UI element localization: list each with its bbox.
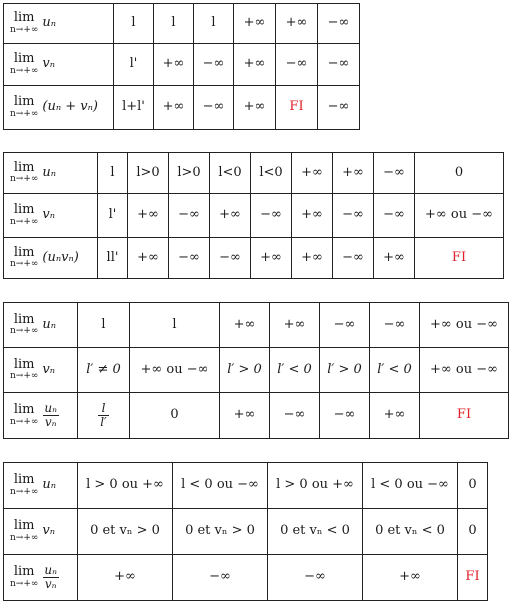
row-header: lim n→+∞ (uₙ + vₙ) <box>4 86 114 130</box>
cell: +∞ <box>234 44 276 86</box>
quotient-row-vn <box>4 348 509 393</box>
cell: −∞ <box>318 4 360 44</box>
cell: l>0 <box>128 153 169 194</box>
cell: 0 et vₙ > 0 <box>173 509 268 555</box>
cell: l <box>154 4 194 44</box>
cell: +∞ <box>210 194 251 238</box>
cell: +∞ <box>220 393 270 439</box>
cell: l <box>98 153 128 194</box>
row-header: lim n→+∞ vₙ <box>4 44 114 86</box>
cell: 0 et vₙ > 0 <box>78 509 173 555</box>
row-header: lim n→+∞ (uₙvₙ) <box>4 238 98 279</box>
cell: l′ > 0 <box>320 348 370 393</box>
cell: −∞ <box>173 555 268 601</box>
row-header: lim n→+∞ vₙ <box>4 348 78 393</box>
cell: l <box>78 303 130 348</box>
cell: l > 0 ou +∞ <box>268 463 363 509</box>
cell: +∞ <box>234 86 276 130</box>
fraction-cell: $\frac{l}{l'}$ <box>78 393 130 439</box>
cell: l′ ≠ 0 <box>78 348 130 393</box>
cell: l<0 <box>251 153 292 194</box>
row-header: lim n→+∞ $\frac{\text{uₙ}}{\text{vₙ}}$ <box>4 555 78 601</box>
cell: −∞ <box>333 238 374 279</box>
cell: +∞ <box>276 4 318 44</box>
cell: l < 0 ou −∞ <box>363 463 458 509</box>
fi-cell: FI <box>458 555 488 601</box>
cell: +∞ <box>333 153 374 194</box>
cell: l' <box>114 44 154 86</box>
cell: 0 et vₙ < 0 <box>268 509 363 555</box>
cell: +∞ <box>234 4 276 44</box>
cell: −∞ <box>333 194 374 238</box>
fi-cell: FI <box>420 393 509 439</box>
product-row-vn <box>4 194 504 238</box>
cell: l < 0 ou −∞ <box>173 463 268 509</box>
product-row-result <box>4 238 504 279</box>
cell: −∞ <box>370 303 420 348</box>
cell: +∞ ou −∞ <box>420 348 509 393</box>
cell: l>0 <box>169 153 210 194</box>
fi-cell: FI <box>415 238 504 279</box>
cell: −∞ <box>276 44 318 86</box>
cell: −∞ <box>194 86 234 130</box>
cell: l′ < 0 <box>370 348 420 393</box>
cell: +∞ ou −∞ <box>415 194 504 238</box>
cell: +∞ <box>270 303 320 348</box>
cell: −∞ <box>374 153 415 194</box>
cell: −∞ <box>251 194 292 238</box>
sum-row-un <box>4 4 360 44</box>
cell: −∞ <box>318 86 360 130</box>
cell: +∞ <box>220 303 270 348</box>
cell: +∞ ou −∞ <box>130 348 220 393</box>
cell: +∞ <box>154 86 194 130</box>
cell: l > 0 ou +∞ <box>78 463 173 509</box>
cell: l′ < 0 <box>270 348 320 393</box>
cell: +∞ <box>128 194 169 238</box>
cell: l <box>114 4 154 44</box>
cell: 0 <box>130 393 220 439</box>
sum-row-vn <box>4 44 360 86</box>
cell: +∞ <box>292 153 333 194</box>
cell: 0 <box>458 463 488 509</box>
quotient-row-result <box>4 393 509 439</box>
row-header: lim n→+∞ vₙ <box>4 194 98 238</box>
row-header: lim n→+∞ uₙ <box>4 463 78 509</box>
cell: −∞ <box>194 44 234 86</box>
cell: l′ > 0 <box>220 348 270 393</box>
cell: +∞ <box>292 238 333 279</box>
cell: −∞ <box>268 555 363 601</box>
quotient-zero-row-vn <box>4 509 488 555</box>
cell: +∞ <box>128 238 169 279</box>
cell: +∞ <box>251 238 292 279</box>
row-header: lim n→+∞ $\frac{\text{uₙ}}{\text{vₙ}}$ <box>4 393 78 439</box>
cell: l<0 <box>210 153 251 194</box>
sum-row-result <box>4 86 360 130</box>
cell: l+l' <box>114 86 154 130</box>
cell: −∞ <box>320 393 370 439</box>
cell: +∞ <box>78 555 173 601</box>
cell: l' <box>98 194 128 238</box>
cell: l <box>194 4 234 44</box>
cell: +∞ <box>363 555 458 601</box>
fi-cell: FI <box>276 86 318 130</box>
cell: −∞ <box>169 194 210 238</box>
row-header: lim n→+∞ uₙ <box>4 153 98 194</box>
product-row-un <box>4 153 504 194</box>
cell: 0 <box>458 509 488 555</box>
cell: −∞ <box>318 44 360 86</box>
cell: +∞ <box>370 393 420 439</box>
quotient-zero-row-result <box>4 555 488 601</box>
quotient-zero-row-un <box>4 463 488 509</box>
row-header: lim n→+∞ uₙ <box>4 4 114 44</box>
cell: +∞ ou −∞ <box>420 303 509 348</box>
cell: −∞ <box>210 238 251 279</box>
limit-product-table <box>3 152 504 279</box>
cell: −∞ <box>270 393 320 439</box>
cell: 0 <box>415 153 504 194</box>
row-header: lim n→+∞ vₙ <box>4 509 78 555</box>
cell: +∞ <box>374 238 415 279</box>
cell: −∞ <box>374 194 415 238</box>
cell: +∞ <box>154 44 194 86</box>
limit-sum-table <box>3 3 360 130</box>
quotient-row-un <box>4 303 509 348</box>
cell: 0 et vₙ < 0 <box>363 509 458 555</box>
cell: +∞ <box>292 194 333 238</box>
cell: −∞ <box>320 303 370 348</box>
row-header: lim n→+∞ uₙ <box>4 303 78 348</box>
limit-quotient-zero-table <box>3 462 488 601</box>
cell: l <box>130 303 220 348</box>
limit-quotient-table <box>3 302 509 439</box>
cell: −∞ <box>169 238 210 279</box>
cell: ll' <box>98 238 128 279</box>
